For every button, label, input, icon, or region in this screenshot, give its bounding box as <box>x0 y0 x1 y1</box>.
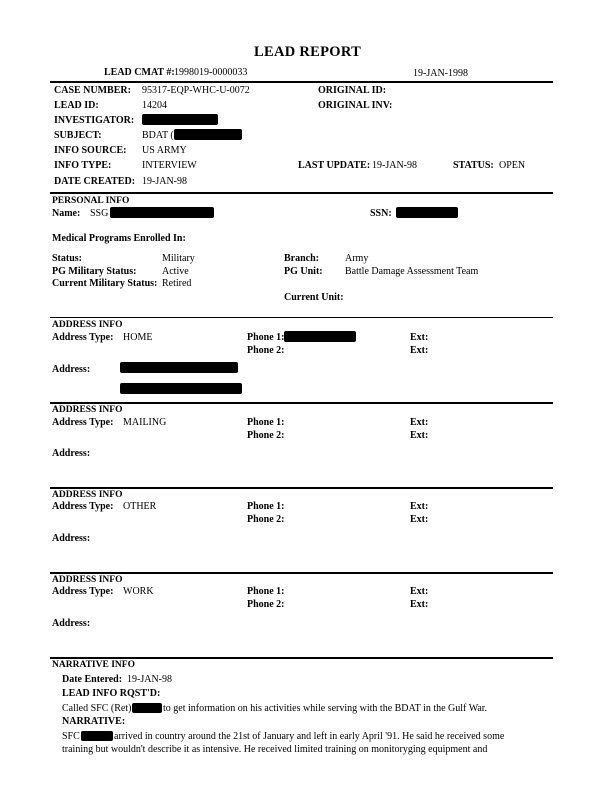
ssn-label: SSN: <box>370 208 392 219</box>
info-type: INTERVIEW <box>142 160 197 171</box>
narrative-info-header: NARRATIVE INFO <box>52 660 135 670</box>
case-number: 95317-EQP-WHC-U-0072 <box>142 85 250 96</box>
address-info-header: ADDRESS INFO <box>52 320 123 330</box>
phone1-label: Phone 1: <box>247 586 285 597</box>
address-line1-redaction <box>120 362 238 373</box>
narrative-line-1: arrived in country around the 21st of January and left in early April '91. He said he received some <box>114 731 505 742</box>
ssn-redaction <box>396 207 458 218</box>
report-title: LEAD REPORT <box>254 44 362 60</box>
status-label: STATUS: <box>453 160 494 171</box>
phone2-label: Phone 2: <box>247 430 285 441</box>
info-type-label: INFO TYPE: <box>54 160 112 171</box>
ext-label: Ext: <box>410 514 429 525</box>
subject-value: BDAT ( <box>142 130 174 141</box>
info-source-label: INFO SOURCE: <box>54 145 127 156</box>
ext-label: Ext: <box>410 417 429 428</box>
status-label-personal: Status: <box>52 253 83 264</box>
address-label: Address: <box>52 448 91 459</box>
lead-info-text-end: to get information on his activities while serving with the BDAT in the Gulf War. <box>163 703 488 714</box>
status-personal: Military <box>162 253 195 264</box>
lead-info-name-redaction <box>132 703 162 713</box>
phone2-label: Phone 2: <box>247 514 285 525</box>
pg-unit: Battle Damage Assessment Team <box>345 266 479 277</box>
date-entered: 19-JAN-98 <box>127 674 172 685</box>
name-prefix: SSG <box>90 208 109 219</box>
report-date: 19-JAN-1998 <box>413 68 468 79</box>
original-id-label: ORIGINAL ID: <box>318 85 387 96</box>
address-type-label: Address Type: <box>52 332 114 343</box>
date-entered-label: Date Entered: <box>62 674 123 685</box>
info-source: US ARMY <box>142 145 187 156</box>
address-divider <box>50 572 553 574</box>
address-type: OTHER <box>123 501 157 512</box>
address-type: HOME <box>123 332 153 343</box>
name-redaction <box>110 207 214 218</box>
address-divider <box>50 402 553 404</box>
ext-label: Ext: <box>410 586 429 597</box>
ext-label: Ext: <box>410 599 429 610</box>
branch-label: Branch: <box>284 253 319 264</box>
address-info-header: ADDRESS INFO <box>52 405 123 415</box>
pg-status: Active <box>162 266 189 277</box>
lead-info-text-start: Called SFC (Ret) <box>62 703 132 714</box>
ext-label: Ext: <box>410 332 429 343</box>
current-status: Retired <box>162 278 192 289</box>
address-info-header: ADDRESS INFO <box>52 490 123 500</box>
narrative-name-redaction <box>81 731 113 741</box>
phone1-label: Phone 1: <box>247 417 285 428</box>
phone1-label: Phone 1: <box>247 332 285 343</box>
header-divider <box>50 81 553 83</box>
current-unit-label: Current Unit: <box>284 292 344 303</box>
ext-label: Ext: <box>410 345 429 356</box>
address-label: Address: <box>52 364 91 375</box>
ext-label: Ext: <box>410 430 429 441</box>
phone2-label: Phone 2: <box>247 599 285 610</box>
last-update-label: LAST UPDATE: <box>298 160 371 171</box>
pg-status-label: PG Military Status: <box>52 266 137 277</box>
last-update: 19-JAN-98 <box>372 160 417 171</box>
narrative-divider <box>50 657 553 659</box>
pg-unit-label: PG Unit: <box>284 266 323 277</box>
address-type-label: Address Type: <box>52 417 114 428</box>
address-label: Address: <box>52 618 91 629</box>
address-type-label: Address Type: <box>52 501 114 512</box>
lead-info-label: LEAD INFO RQST'D: <box>62 688 161 699</box>
cmat-label: LEAD CMAT #: <box>104 67 175 78</box>
narrative-label: NARRATIVE: <box>62 716 126 727</box>
cmat-value: 1998019-0000033 <box>174 67 248 78</box>
address-type: WORK <box>123 586 154 597</box>
address-info-header: ADDRESS INFO <box>52 575 123 585</box>
current-status-label: Current Military Status: <box>52 278 158 289</box>
address-label: Address: <box>52 533 91 544</box>
address-type: MAILING <box>123 417 167 428</box>
status-value: OPEN <box>499 160 526 171</box>
case-number-label: CASE NUMBER: <box>54 85 131 96</box>
subject-redaction <box>174 129 242 140</box>
ext-label: Ext: <box>410 501 429 512</box>
lead-id-label: LEAD ID: <box>54 100 99 111</box>
address-line2-redaction <box>120 383 242 394</box>
original-inv-label: ORIGINAL INV: <box>318 100 393 111</box>
narrative-text-start: SFC <box>62 731 80 742</box>
phone1-redaction <box>284 331 356 342</box>
investigator-label: INVESTIGATOR: <box>54 115 135 126</box>
lead-id: 14204 <box>142 100 167 111</box>
address-divider <box>50 487 553 489</box>
case-divider <box>50 192 553 194</box>
branch: Army <box>345 253 369 264</box>
personal-divider <box>50 317 553 318</box>
subject-label: SUBJECT: <box>54 130 102 141</box>
narrative-line-2: training but wouldn't describe it as intensive. He received limited training on monitoryging equipment and <box>62 744 488 755</box>
personal-info-header: PERSONAL INFO <box>52 196 130 206</box>
phone2-label: Phone 2: <box>247 345 285 356</box>
date-created: 19-JAN-98 <box>142 176 187 187</box>
name-label: Name: <box>52 208 81 219</box>
phone1-label: Phone 1: <box>247 501 285 512</box>
investigator-redaction <box>142 114 218 125</box>
date-created-label: DATE CREATED: <box>54 176 136 187</box>
medical-label: Medical Programs Enrolled In: <box>52 233 186 244</box>
address-type-label: Address Type: <box>52 586 114 597</box>
